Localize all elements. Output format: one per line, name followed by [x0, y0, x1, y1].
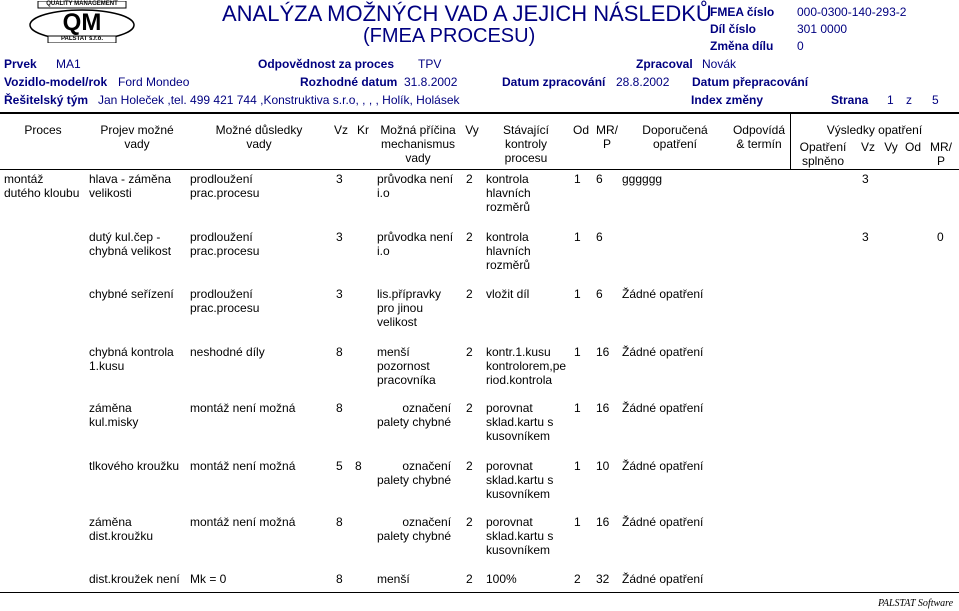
- processing-date-value: 28.8.2002: [616, 75, 670, 89]
- page-total: 5: [932, 93, 939, 107]
- row-cause: menší pozornost pracovníka: [377, 345, 436, 387]
- row-recommended-action: gggggg: [622, 172, 663, 186]
- row-occurrence: 2: [466, 287, 473, 301]
- row-severity: 8: [336, 515, 343, 529]
- page-title: ANALÝZA MOŽNÝCH VAD A JEJICH NÁSLEDKŮ: [222, 1, 712, 26]
- part-number-value: 301 0000: [797, 22, 848, 36]
- row-failure-mode: hlava - záměna velikosti: [89, 172, 172, 200]
- page-number: 1: [887, 93, 894, 107]
- responsibility-value: TPV: [418, 57, 442, 71]
- row-detection: 1: [574, 287, 581, 301]
- row-result-severity: 3: [862, 230, 869, 244]
- row-effects: montáž není možná: [190, 515, 296, 529]
- row-recommended-action: Žádné opatření: [622, 287, 704, 301]
- logo-bottom-text: PALSTAT s.r.o.: [60, 36, 103, 42]
- row-result-severity: 3: [862, 172, 869, 186]
- row-process: montáž dutého kloubu: [4, 172, 80, 200]
- responsibility-label: Odpovědnost za proces: [258, 57, 395, 71]
- row-rpn: 16: [596, 345, 610, 359]
- row-controls: kontrola hlavních rozměrů: [486, 172, 531, 214]
- row-cause: průvodka není i.o: [377, 230, 454, 258]
- row-effects: montáž není možná: [190, 459, 296, 473]
- row-rpn: 6: [596, 230, 603, 244]
- row-controls: kontr.1.kusu kontrolorem,pe riod.kontrola: [486, 345, 567, 387]
- vehicle-value: Ford Mondeo: [118, 75, 190, 89]
- row-severity: 3: [336, 230, 343, 244]
- table-bottom-border: [0, 592, 959, 593]
- row-controls: vložit díl: [486, 287, 530, 301]
- col-header-action-done: Opatření splněno: [799, 140, 847, 168]
- decisive-date-label: Rozhodné datum: [300, 75, 398, 89]
- row-criticality: 8: [355, 459, 362, 473]
- row-cause: lis.přípravky pro jinou velikost: [377, 287, 442, 329]
- col-header-process: Proces: [24, 123, 62, 137]
- row-cause: označení palety chybné: [377, 459, 452, 487]
- row-severity: 5: [336, 459, 343, 473]
- row-cause: označení palety chybné: [377, 401, 452, 429]
- row-detection: 1: [574, 401, 581, 415]
- col-header-result-rpn: MR/ P: [930, 140, 952, 168]
- row-controls: porovnat sklad.kartu s kusovníkem: [486, 515, 554, 557]
- row-cause: menší: [377, 572, 410, 586]
- col-header-responsibility: Odpovídá & termín: [732, 123, 786, 151]
- row-controls: porovnat sklad.kartu s kusovníkem: [486, 401, 554, 443]
- part-change-value: 0: [797, 39, 804, 53]
- row-occurrence: 2: [466, 515, 473, 529]
- row-controls: porovnat sklad.kartu s kusovníkem: [486, 459, 554, 501]
- row-rpn: 6: [596, 287, 603, 301]
- row-failure-mode: záměna dist.kroužku: [89, 515, 154, 543]
- row-rpn: 10: [596, 459, 610, 473]
- processed-by-label: Zpracoval: [636, 57, 693, 71]
- part-change-label: Změna dílu: [710, 39, 774, 53]
- row-controls: kontrola hlavních rozměrů: [486, 230, 531, 272]
- col-header-recommended: Doporučená opatření: [642, 123, 708, 151]
- row-occurrence: 2: [466, 401, 473, 415]
- col-header-criticality: Kr: [357, 123, 369, 137]
- col-header-effects: Možné důsledky vady: [215, 123, 303, 151]
- col-header-occurrence: Vy: [465, 123, 479, 137]
- row-occurrence: 2: [466, 459, 473, 473]
- row-rpn: 16: [596, 401, 610, 415]
- part-number-label: Díl číslo: [710, 22, 757, 36]
- row-cause: označení palety chybné: [377, 515, 452, 543]
- vehicle-label: Vozidlo-model/rok: [4, 75, 108, 89]
- page-of-label: z: [906, 93, 912, 107]
- row-rpn: 6: [596, 172, 603, 186]
- row-severity: 3: [336, 287, 343, 301]
- row-rpn: 32: [596, 572, 610, 586]
- row-recommended-action: Žádné opatření: [622, 459, 704, 473]
- row-severity: 3: [336, 172, 343, 186]
- row-detection: 1: [574, 345, 581, 359]
- col-header-failure-mode: Projev možné vady: [100, 123, 174, 151]
- row-result-rpn: 0: [937, 230, 944, 244]
- row-effects: montáž není možná: [190, 401, 296, 415]
- software-credit: PALSTAT Software: [878, 598, 954, 609]
- row-detection: 2: [574, 572, 581, 586]
- page-label: Strana: [831, 93, 869, 107]
- header-bottom-border: [0, 169, 959, 170]
- row-occurrence: 2: [466, 230, 473, 244]
- row-failure-mode: dist.kroužek není: [89, 572, 180, 586]
- row-controls: 100%: [486, 572, 517, 586]
- decisive-date-value: 31.8.2002: [404, 75, 458, 89]
- company-logo: [28, 1, 136, 43]
- row-failure-mode: dutý kul.čep - chybná velikost: [89, 230, 172, 258]
- col-header-result-occurrence: Vy: [884, 140, 898, 154]
- processing-date-label: Datum zpracování: [502, 75, 606, 89]
- col-header-controls: Stávající kontroly procesu: [502, 123, 550, 165]
- row-effects: prodloužení prac.procesu: [190, 287, 260, 315]
- row-effects: prodloužení prac.procesu: [190, 230, 260, 258]
- logo-letters: QM: [62, 9, 102, 36]
- row-severity: 8: [336, 572, 343, 586]
- page-subtitle: (FMEA PROCESU): [363, 25, 536, 47]
- col-header-severity: Vz: [333, 123, 348, 137]
- logo-top-text: QUALITY MANAGEMENT: [46, 1, 118, 7]
- row-failure-mode: tlkového kroužku: [89, 459, 180, 473]
- element-label: Prvek: [4, 57, 37, 71]
- col-header-result-detection: Od: [904, 140, 921, 154]
- row-occurrence: 2: [466, 172, 473, 186]
- row-effects: neshodné díly: [190, 345, 265, 359]
- row-recommended-action: Žádné opatření: [622, 515, 704, 529]
- col-header-cause: Možná příčina mechanismus vady: [380, 123, 456, 165]
- fmea-number-value: 000-0300-140-293-2: [797, 5, 907, 19]
- row-detection: 1: [574, 230, 581, 244]
- row-failure-mode: záměna kul.misky: [89, 401, 139, 429]
- row-occurrence: 2: [466, 345, 473, 359]
- row-recommended-action: Žádné opatření: [622, 345, 704, 359]
- row-failure-mode: chybná kontrola 1.kusu: [89, 345, 174, 373]
- row-severity: 8: [336, 401, 343, 415]
- col-header-result-severity: Vz: [860, 140, 875, 154]
- row-failure-mode: chybné seřízení: [89, 287, 174, 301]
- row-severity: 8: [336, 345, 343, 359]
- col-header-detection: Od: [572, 123, 589, 137]
- element-value: MA1: [56, 57, 81, 71]
- row-occurrence: 2: [466, 572, 473, 586]
- col-header-results: Výsledky opatření: [826, 123, 923, 137]
- row-detection: 1: [574, 459, 581, 473]
- row-recommended-action: Žádné opatření: [622, 572, 704, 586]
- row-detection: 1: [574, 515, 581, 529]
- team-value: Jan Holeček ,tel. 499 421 744 ,Konstruktiva s.r.o, , , , Holík, Holásek: [98, 93, 460, 107]
- fmea-number-label: FMEA číslo: [710, 5, 775, 19]
- row-cause: průvodka není i.o: [377, 172, 454, 200]
- row-effects: Mk = 0: [190, 572, 227, 586]
- team-label: Řešitelský tým: [4, 93, 89, 107]
- change-index-label: Index změny: [691, 93, 764, 107]
- row-rpn: 16: [596, 515, 610, 529]
- processed-by-value: Novák: [702, 57, 737, 71]
- revision-date-label: Datum přepracování: [692, 75, 809, 89]
- row-effects: prodloužení prac.procesu: [190, 172, 260, 200]
- row-detection: 1: [574, 172, 581, 186]
- row-recommended-action: Žádné opatření: [622, 401, 704, 415]
- table-top-border: [0, 112, 959, 114]
- col-header-rpn: MR/ P: [596, 123, 618, 151]
